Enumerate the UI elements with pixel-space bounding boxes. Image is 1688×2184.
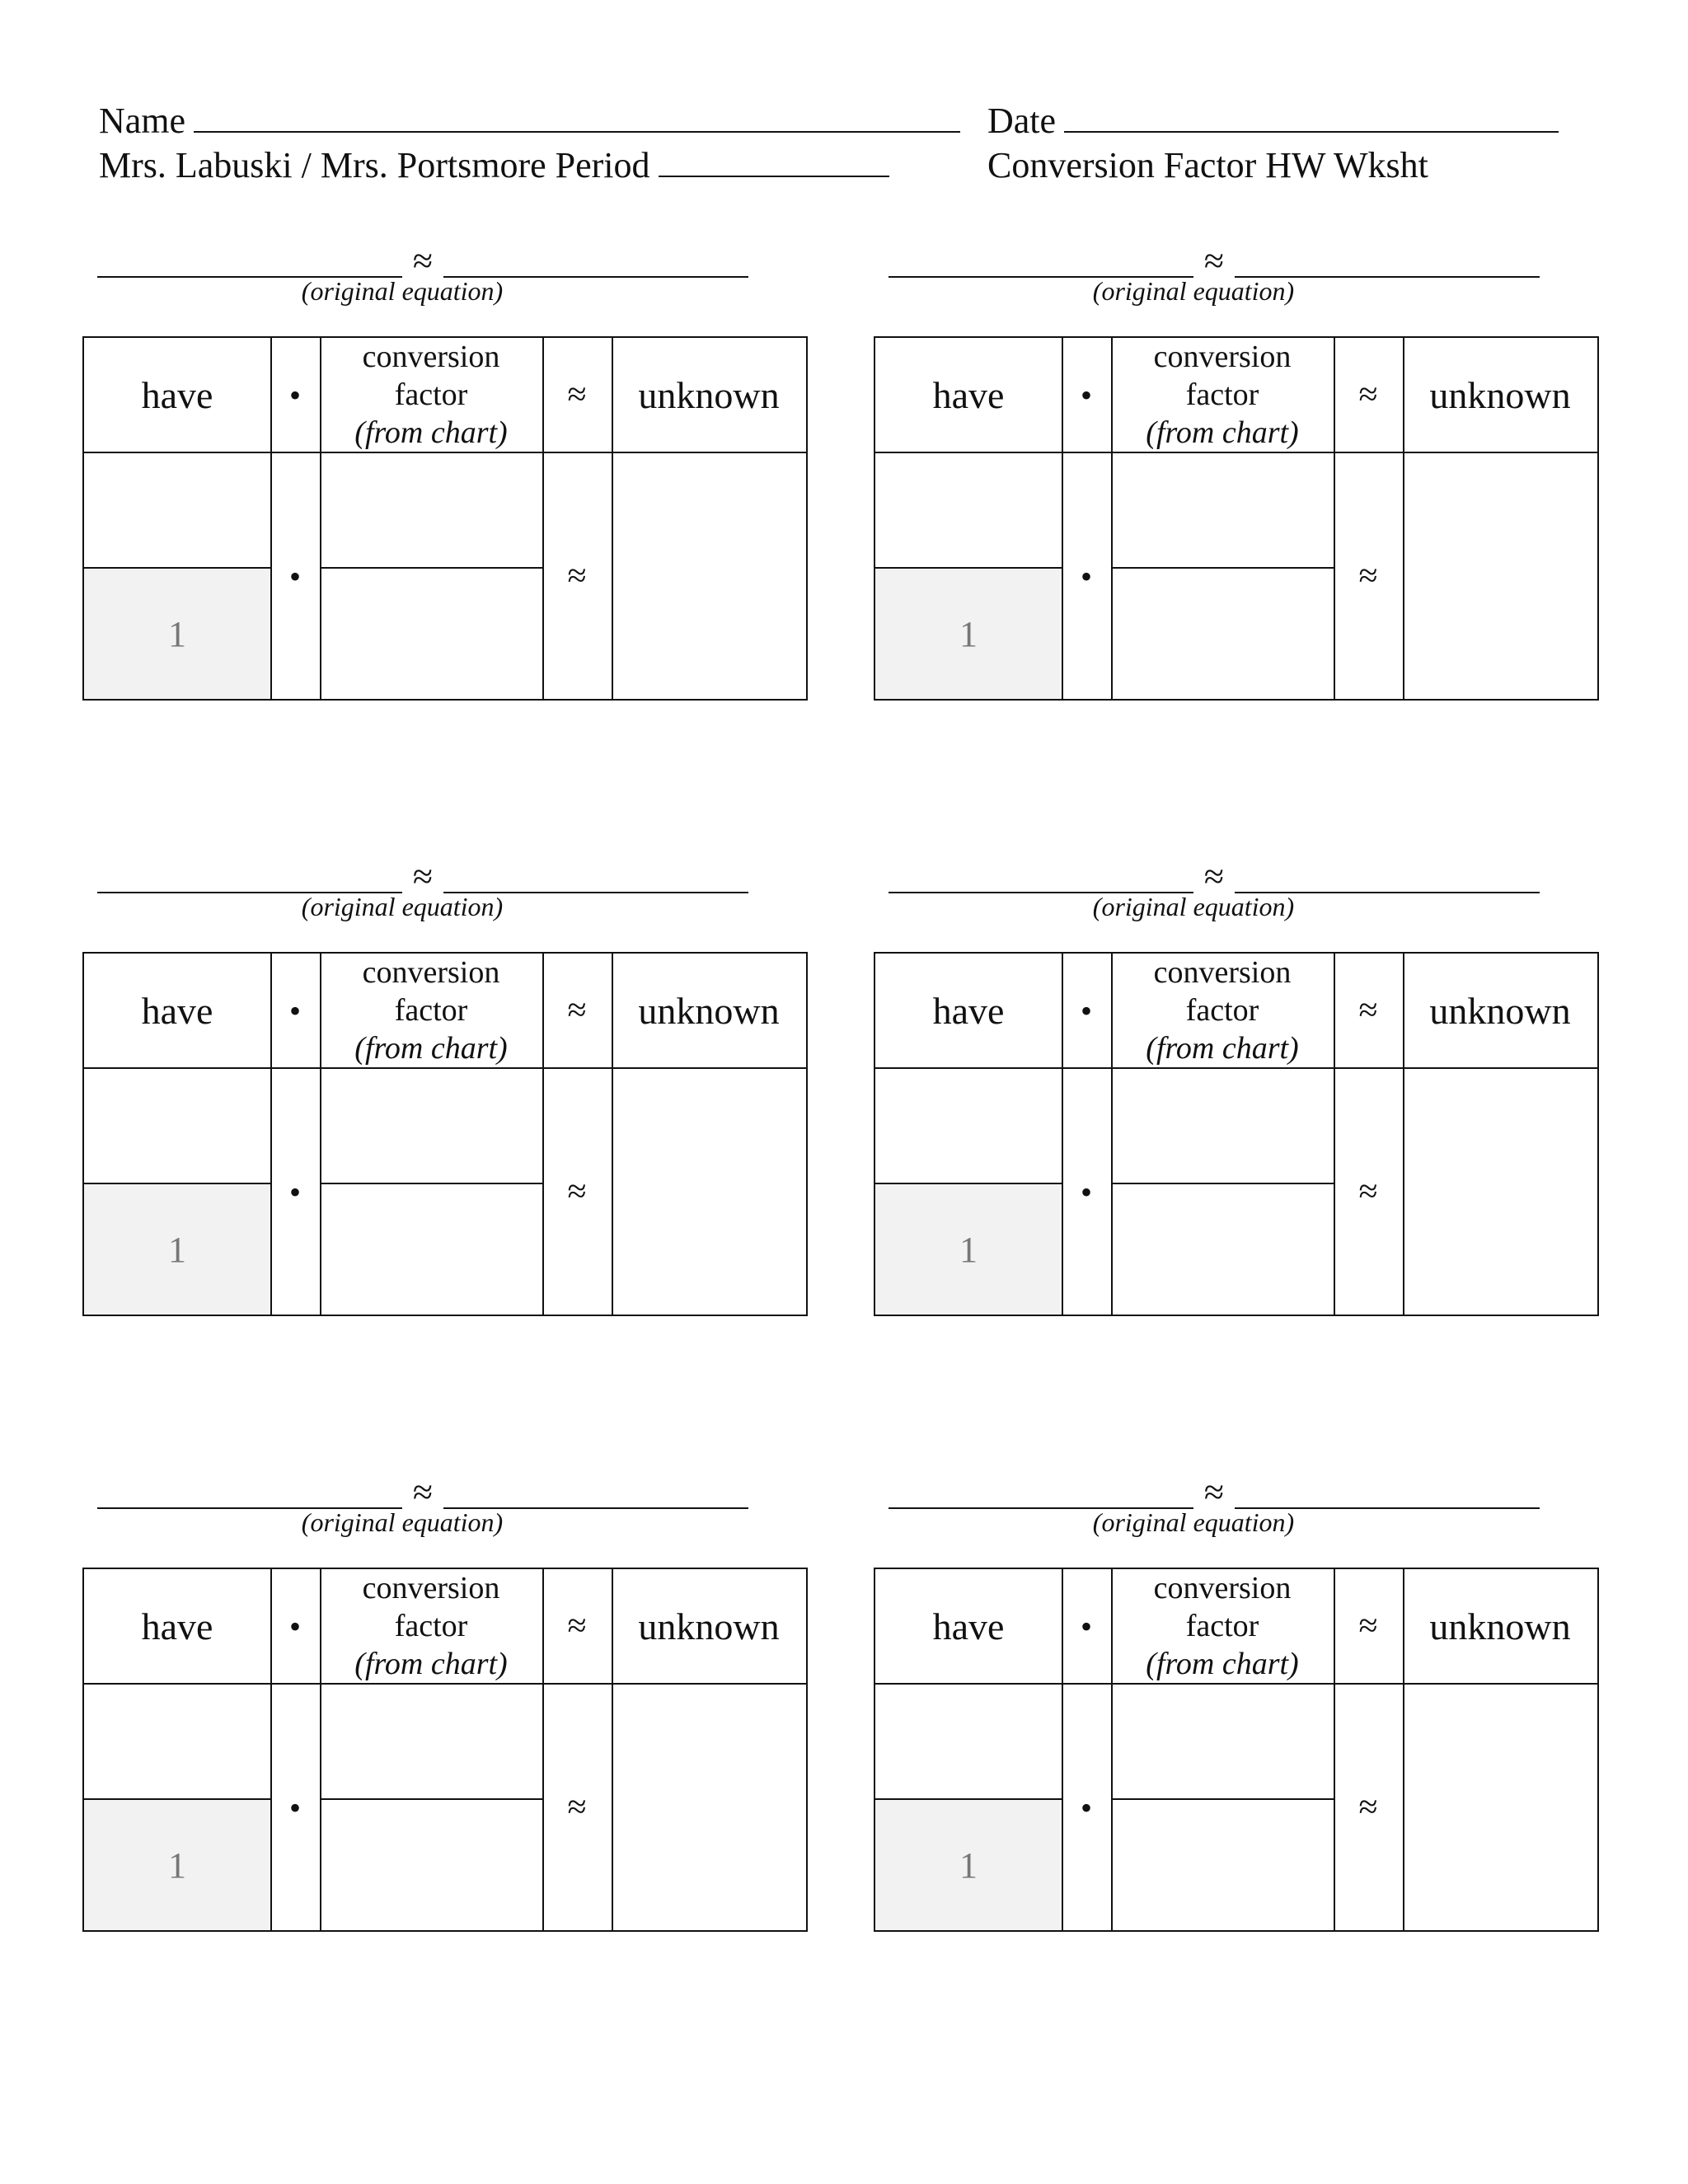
problem-block: [874, 1465, 1599, 1975]
cf-bottom-cell[interactable]: [1111, 1800, 1334, 1930]
cf-line3: (from chart): [354, 1647, 508, 1681]
row-dot: •: [288, 1788, 301, 1826]
row-approx: ≈: [1358, 557, 1378, 595]
period-blank[interactable]: [659, 144, 889, 177]
have-bottom-one: 1: [959, 613, 978, 654]
cf-top-cell[interactable]: [1111, 453, 1334, 567]
header-unknown: unknown: [1429, 373, 1571, 416]
row-dot: •: [288, 1173, 301, 1211]
equation-caption: (original equation): [301, 1507, 504, 1537]
row-approx: ≈: [567, 1173, 587, 1211]
approx-symbol: ≈: [412, 856, 434, 897]
equation-caption: (original equation): [1092, 1507, 1295, 1537]
approx-symbol: ≈: [412, 1472, 434, 1512]
header-unknown: unknown: [638, 373, 780, 416]
cf-top-cell[interactable]: [320, 1069, 542, 1183]
cf-line1: conversion: [362, 955, 500, 990]
problem-block: [874, 233, 1599, 744]
header-conversion-factor: [1111, 954, 1334, 1067]
cf-line1: conversion: [1153, 1571, 1292, 1605]
unknown-cell[interactable]: [1403, 453, 1597, 699]
header-have: have: [141, 989, 213, 1032]
header-dot: •: [288, 376, 301, 414]
cf-line2: factor: [394, 377, 468, 412]
problem-block: [82, 1465, 808, 1975]
name-blank[interactable]: [194, 100, 960, 133]
teachers: Mrs. Labuski / Mrs. Portsmore: [99, 145, 546, 185]
cf-line2: factor: [1185, 993, 1259, 1028]
approx-symbol: ≈: [1203, 856, 1225, 897]
have-top-cell[interactable]: [84, 1685, 270, 1798]
header-dot: •: [288, 991, 301, 1029]
unknown-cell[interactable]: [1403, 1069, 1597, 1315]
row-dot: •: [1080, 1788, 1092, 1826]
problem-block: [874, 849, 1599, 1360]
unknown-cell[interactable]: [612, 453, 806, 699]
equation-caption: (original equation): [301, 276, 504, 306]
cf-top-cell[interactable]: [1111, 1069, 1334, 1183]
unknown-cell[interactable]: [612, 1069, 806, 1315]
cf-top-cell[interactable]: [320, 453, 542, 567]
cf-line2: factor: [1185, 1609, 1259, 1643]
have-bottom-one: 1: [168, 613, 186, 654]
cf-line3: (from chart): [1146, 1031, 1299, 1066]
have-top-cell[interactable]: [875, 1069, 1062, 1183]
cf-line1: conversion: [1153, 955, 1292, 990]
cf-line1: conversion: [1153, 340, 1292, 374]
conversion-table: [82, 1568, 808, 1932]
header-conversion-factor: [320, 954, 542, 1067]
conversion-table: [82, 336, 808, 701]
header-unknown: unknown: [638, 1605, 780, 1647]
header-have: have: [141, 373, 213, 416]
cf-line3: (from chart): [1146, 1647, 1299, 1681]
cf-top-cell[interactable]: [320, 1685, 542, 1798]
have-bottom-one: 1: [959, 1229, 978, 1270]
header-have: have: [141, 1605, 213, 1647]
header-conversion-factor: [1111, 338, 1334, 452]
header-approx: ≈: [567, 1607, 587, 1645]
header-have: have: [932, 1605, 1005, 1647]
cf-line2: factor: [394, 993, 468, 1028]
cf-line1: conversion: [362, 1571, 500, 1605]
cf-line2: factor: [1185, 377, 1259, 412]
teacher-period-line: [99, 143, 889, 188]
cf-line3: (from chart): [354, 415, 508, 450]
header-unknown: unknown: [638, 989, 780, 1032]
header-have: have: [932, 989, 1005, 1032]
original-equation: [889, 849, 1540, 940]
cf-bottom-cell[interactable]: [320, 1184, 542, 1315]
original-equation: [97, 849, 748, 940]
cf-top-cell[interactable]: [1111, 1685, 1334, 1798]
original-equation: [889, 233, 1540, 324]
header-approx: ≈: [1358, 1607, 1378, 1645]
header-unknown: unknown: [1429, 1605, 1571, 1647]
approx-symbol: ≈: [1203, 1472, 1225, 1512]
row-dot: •: [1080, 1173, 1092, 1211]
approx-symbol: ≈: [1203, 241, 1225, 281]
have-top-cell[interactable]: [84, 453, 270, 567]
conversion-table: [874, 952, 1599, 1316]
equation-caption: (original equation): [301, 892, 504, 921]
conversion-table: [874, 1568, 1599, 1932]
cf-line1: conversion: [362, 340, 500, 374]
unknown-cell[interactable]: [1403, 1685, 1597, 1930]
have-top-cell[interactable]: [875, 1685, 1062, 1798]
header-conversion-factor: [1111, 1569, 1334, 1683]
problem-block: [82, 233, 808, 744]
cf-line2: factor: [394, 1609, 468, 1643]
approx-symbol: ≈: [412, 241, 434, 281]
have-bottom-one: 1: [168, 1229, 186, 1270]
have-bottom-one: 1: [959, 1844, 978, 1886]
original-equation: [889, 1465, 1540, 1555]
row-approx: ≈: [567, 557, 587, 595]
date-label: Date: [987, 101, 1057, 141]
conversion-table: [874, 336, 1599, 701]
cf-line3: (from chart): [1146, 415, 1299, 450]
header-dot: •: [1080, 991, 1092, 1029]
cf-line3: (from chart): [354, 1031, 508, 1066]
header-dot: •: [1080, 1607, 1092, 1645]
unknown-cell[interactable]: [612, 1685, 806, 1930]
row-dot: •: [288, 557, 301, 595]
header-conversion-factor: [320, 338, 542, 452]
header-have: have: [932, 373, 1005, 416]
original-equation: [97, 1465, 748, 1555]
have-top-cell[interactable]: [84, 1069, 270, 1183]
header-approx: ≈: [1358, 991, 1378, 1029]
row-approx: ≈: [567, 1788, 587, 1826]
have-top-cell[interactable]: [875, 453, 1062, 567]
header-conversion-factor: [320, 1569, 542, 1683]
header-approx: ≈: [567, 991, 587, 1029]
cf-bottom-cell[interactable]: [1111, 1184, 1334, 1315]
cf-bottom-cell[interactable]: [320, 1800, 542, 1930]
period-label: Period: [555, 145, 650, 185]
header-dot: •: [288, 1607, 301, 1645]
row-approx: ≈: [1358, 1173, 1378, 1211]
name-label: Name: [99, 101, 186, 141]
conversion-table: [82, 952, 808, 1316]
header-approx: ≈: [567, 376, 587, 414]
cf-bottom-cell[interactable]: [320, 569, 542, 699]
header-dot: •: [1080, 376, 1092, 414]
equation-caption: (original equation): [1092, 892, 1295, 921]
header-approx: ≈: [1358, 376, 1378, 414]
problem-block: [82, 849, 808, 1360]
row-dot: •: [1080, 557, 1092, 595]
date-blank[interactable]: [1064, 100, 1559, 133]
worksheet-title: Conversion Factor HW Wksht: [987, 145, 1428, 185]
header-unknown: unknown: [1429, 989, 1571, 1032]
original-equation: [97, 233, 748, 324]
have-bottom-one: 1: [168, 1844, 186, 1886]
date-line: [987, 99, 1559, 143]
cf-bottom-cell[interactable]: [1111, 569, 1334, 699]
row-approx: ≈: [1358, 1788, 1378, 1826]
equation-caption: (original equation): [1092, 276, 1295, 306]
name-line: [99, 99, 960, 143]
